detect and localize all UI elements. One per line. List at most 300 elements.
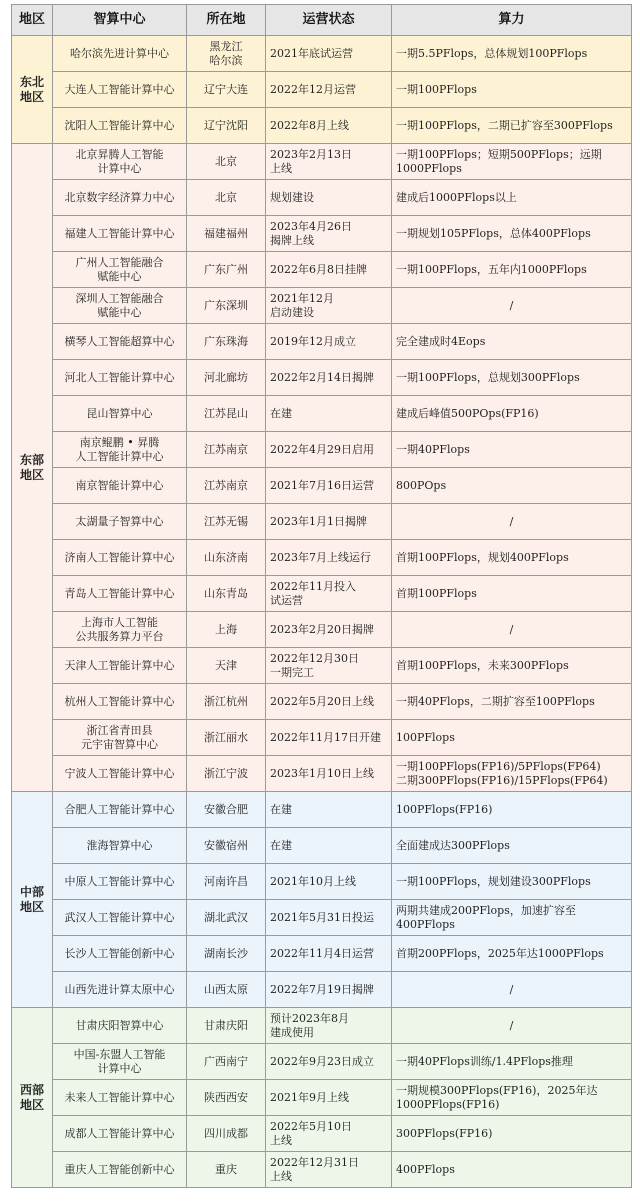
status-cell	[266, 108, 392, 144]
status-cell	[266, 648, 392, 684]
cell-line: 2022年5月20日上线	[270, 694, 374, 708]
cell-line: 一期100PFlops；短期500PFlops；远期	[396, 147, 602, 161]
cell-line: 太湖量子智算中心	[75, 514, 164, 528]
status-cell	[266, 180, 392, 216]
cell-line: 一期40PFlops	[396, 442, 470, 456]
capacity-cell	[392, 648, 632, 684]
location-cell	[187, 180, 266, 216]
cell-line: 2023年4月26日	[270, 219, 352, 233]
table-row	[12, 288, 632, 324]
capacity-cell	[392, 108, 632, 144]
cell-line: 上海市人工智能	[81, 615, 158, 629]
location-cell	[187, 72, 266, 108]
region-label: 东北	[19, 74, 44, 89]
status-cell	[266, 576, 392, 612]
cell-line: 计算中心	[97, 161, 142, 175]
capacity-cell	[392, 504, 632, 540]
cell-line: 北京数字经济算力中心	[64, 190, 175, 204]
cell-line: 成都人工智能计算中心	[64, 1126, 175, 1140]
cell-line: 一期40PFlops训练/1.4PFlops推理	[396, 1054, 573, 1068]
cell-line: 2023年1月10日上线	[270, 766, 374, 780]
status-cell	[266, 396, 392, 432]
cell-line: /	[509, 982, 514, 996]
location-cell	[187, 36, 266, 72]
status-cell	[266, 972, 392, 1008]
status-cell	[266, 216, 392, 252]
cell-line: 计算中心	[97, 1061, 142, 1075]
table-row	[12, 864, 632, 900]
location-cell	[187, 216, 266, 252]
cell-line: 河南许昌	[204, 874, 248, 888]
cell-line: 公共服务算力平台	[75, 629, 164, 643]
status-cell	[266, 1116, 392, 1152]
cell-line: 1000PFlops	[396, 161, 462, 175]
cell-line: 在建	[270, 802, 292, 816]
status-cell	[266, 468, 392, 504]
cell-line: 2021年7月16日运营	[270, 478, 374, 492]
table-header	[12, 5, 632, 36]
table-row	[12, 108, 632, 144]
location-cell	[187, 324, 266, 360]
center-name-cell	[53, 468, 187, 504]
cell-line: 首期100PFlops，规划400PFlops	[396, 550, 569, 564]
table-container	[11, 4, 631, 1188]
cell-line: 广东深圳	[204, 298, 248, 312]
cell-line: 2022年11月投入	[270, 579, 356, 593]
cell-line: 青岛人工智能计算中心	[64, 586, 175, 600]
location-cell	[187, 756, 266, 792]
center-name-cell	[53, 1080, 187, 1116]
cell-line: 广西南宁	[204, 1054, 248, 1068]
location-cell	[187, 1080, 266, 1116]
cell-line: 100PFlops(FP16)	[396, 802, 493, 816]
cell-line: 上线	[270, 1133, 292, 1147]
cell-line: 上线	[270, 161, 292, 175]
table-row	[12, 1080, 632, 1116]
status-cell	[266, 828, 392, 864]
status-cell	[266, 756, 392, 792]
status-cell	[266, 72, 392, 108]
location-cell	[187, 648, 266, 684]
cell-line: 上线	[270, 1169, 292, 1183]
capacity-cell	[392, 288, 632, 324]
cell-line: 大连人工智能计算中心	[64, 82, 175, 96]
header-row	[12, 5, 632, 36]
cell-line: 2022年9月23日成立	[270, 1054, 374, 1068]
location-cell	[187, 540, 266, 576]
region-label: 西部	[19, 1082, 44, 1097]
status-cell	[266, 612, 392, 648]
cell-line: 江苏南京	[204, 478, 248, 492]
location-cell	[187, 900, 266, 936]
cell-line: 福建福州	[204, 226, 248, 240]
table-row	[12, 36, 632, 72]
cell-line: /	[509, 1018, 514, 1032]
status-cell	[266, 432, 392, 468]
center-name-cell	[53, 828, 187, 864]
cell-line: 天津	[215, 658, 237, 672]
cell-line: 中国-东盟人工智能	[73, 1047, 166, 1061]
capacity-cell	[392, 828, 632, 864]
cell-line: 中原人工智能计算中心	[64, 874, 175, 888]
cell-line: 南京鲲鹏 • 昇腾	[79, 435, 160, 449]
cell-line: 一期5.5PFlops，总体规划100PFlops	[396, 46, 588, 60]
compute-center-table	[11, 4, 632, 1188]
location-cell	[187, 144, 266, 180]
cell-line: 一期100PFlops，五年内1000PFlops	[396, 262, 587, 276]
cell-line: 2022年12月运营	[270, 82, 356, 96]
location-cell	[187, 108, 266, 144]
region-cell-central	[12, 792, 53, 1008]
center-name-cell	[53, 648, 187, 684]
table-row	[12, 756, 632, 792]
location-cell	[187, 972, 266, 1008]
cell-line: /	[509, 622, 514, 636]
table-row	[12, 1152, 632, 1188]
cell-line: 赋能中心	[97, 269, 142, 283]
cell-line: 安徽合肥	[204, 802, 248, 816]
cell-line: 2022年11月17日开建	[270, 730, 381, 744]
cell-line: 武汉人工智能计算中心	[64, 910, 175, 924]
cell-line: 济南人工智能计算中心	[64, 550, 175, 564]
cell-line: 杭州人工智能计算中心	[64, 694, 175, 708]
status-cell	[266, 684, 392, 720]
cell-line: 一期100PFlops	[396, 82, 477, 96]
status-cell	[266, 36, 392, 72]
cell-line: 一期100PFlops(FP16)/5PFlops(FP64)	[396, 759, 601, 773]
region-cell-northeast	[12, 36, 53, 144]
location-cell	[187, 468, 266, 504]
status-cell	[266, 252, 392, 288]
cell-line: 2021年5月31日投运	[270, 910, 374, 924]
status-cell	[266, 936, 392, 972]
cell-line: 未来人工智能计算中心	[64, 1090, 175, 1104]
table-row	[12, 540, 632, 576]
cell-line: 建成使用	[270, 1025, 314, 1039]
cell-line: 浙江杭州	[204, 694, 248, 708]
region-cell-east	[12, 144, 53, 792]
cell-line: 横琴人工智能超算中心	[64, 334, 175, 348]
header-location: 所在地	[187, 5, 266, 36]
cell-line: 浙江丽水	[204, 730, 248, 744]
center-name-cell	[53, 324, 187, 360]
center-name-cell	[53, 144, 187, 180]
cell-line: 2019年12月成立	[270, 334, 356, 348]
cell-line: 浙江宁波	[204, 766, 248, 780]
table-row	[12, 612, 632, 648]
cell-line: 人工智能计算中心	[75, 449, 164, 463]
table-row	[12, 900, 632, 936]
center-name-cell	[53, 720, 187, 756]
center-name-cell	[53, 1044, 187, 1080]
cell-line: 淮海智算中心	[86, 838, 153, 852]
center-name-cell	[53, 900, 187, 936]
center-name-cell	[53, 360, 187, 396]
capacity-cell	[392, 72, 632, 108]
table-row	[12, 504, 632, 540]
region-cell-west	[12, 1008, 53, 1188]
header-capacity: 算力	[392, 5, 632, 36]
status-cell	[266, 360, 392, 396]
region-label: 东部	[19, 452, 44, 467]
cell-line: 辽宁大连	[204, 82, 248, 96]
capacity-cell	[392, 396, 632, 432]
cell-line: 北京昇腾人工智能	[75, 147, 164, 161]
table-row	[12, 828, 632, 864]
location-cell	[187, 396, 266, 432]
table-row	[12, 396, 632, 432]
cell-line: 2022年12月31日	[270, 1155, 359, 1169]
status-cell	[266, 1044, 392, 1080]
cell-line: 2021年底试运营	[270, 46, 353, 60]
cell-line: /	[509, 298, 514, 312]
region-label: 地区	[19, 89, 44, 104]
cell-line: 甘肃庆阳	[204, 1018, 248, 1032]
capacity-cell	[392, 900, 632, 936]
location-cell	[187, 936, 266, 972]
cell-line: 完全建成时4Eops	[396, 334, 486, 348]
cell-line: 一期规模300PFlops(FP16)，2025年达	[396, 1083, 598, 1097]
status-cell	[266, 324, 392, 360]
cell-line: 沈阳人工智能计算中心	[64, 118, 175, 132]
center-name-cell	[53, 576, 187, 612]
cell-line: 昆山智算中心	[86, 406, 153, 420]
status-cell	[266, 504, 392, 540]
region-label: 地区	[19, 467, 44, 482]
cell-line: 一期规划105PFlops，总体400PFlops	[396, 226, 591, 240]
cell-line: 启动建设	[270, 305, 314, 319]
center-name-cell	[53, 504, 187, 540]
header-region: 地区	[12, 5, 53, 36]
status-cell	[266, 1152, 392, 1188]
location-cell	[187, 720, 266, 756]
cell-line: 2022年8月上线	[270, 118, 349, 132]
cell-line: 2023年2月20日揭牌	[270, 622, 374, 636]
status-cell	[266, 792, 392, 828]
center-name-cell	[53, 936, 187, 972]
location-cell	[187, 684, 266, 720]
cell-line: 南京智能计算中心	[75, 478, 164, 492]
center-name-cell	[53, 432, 187, 468]
location-cell	[187, 504, 266, 540]
cell-line: 重庆人工智能创新中心	[64, 1162, 175, 1176]
cell-line: 一期100PFlops，规划建设300PFlops	[396, 874, 591, 888]
capacity-cell	[392, 1152, 632, 1188]
table-row	[12, 180, 632, 216]
center-name-cell	[53, 972, 187, 1008]
cell-line: 预计2023年8月	[270, 1011, 349, 1025]
capacity-cell	[392, 252, 632, 288]
cell-line: 上海	[215, 622, 237, 636]
cell-line: /	[509, 514, 514, 528]
cell-line: 合肥人工智能计算中心	[64, 802, 175, 816]
table-row	[12, 684, 632, 720]
cell-line: 100PFlops	[396, 730, 455, 744]
location-cell	[187, 288, 266, 324]
cell-line: 2022年2月14日揭牌	[270, 370, 374, 384]
location-cell	[187, 1008, 266, 1044]
capacity-cell	[392, 360, 632, 396]
cell-line: 宁波人工智能计算中心	[64, 766, 175, 780]
table-row	[12, 252, 632, 288]
capacity-cell	[392, 576, 632, 612]
cell-line: 1000PFlops(FP16)	[396, 1097, 500, 1111]
table-body	[12, 36, 632, 1188]
cell-line: 陕西西安	[204, 1090, 248, 1104]
location-cell	[187, 1116, 266, 1152]
cell-line: 首期200PFlops，2025年达1000PFlops	[396, 946, 604, 960]
center-name-cell	[53, 612, 187, 648]
cell-line: 试运营	[270, 593, 303, 607]
cell-line: 四川成都	[204, 1126, 248, 1140]
capacity-cell	[392, 972, 632, 1008]
cell-line: 江苏无锡	[204, 514, 248, 528]
capacity-cell	[392, 684, 632, 720]
cell-line: 2022年12月30日	[270, 651, 359, 665]
cell-line: 2023年2月13日	[270, 147, 352, 161]
cell-line: 一期100PFlops，总规划300PFlops	[396, 370, 580, 384]
capacity-cell	[392, 432, 632, 468]
center-name-cell	[53, 864, 187, 900]
table-row	[12, 648, 632, 684]
status-cell	[266, 540, 392, 576]
region-label: 中部	[19, 884, 44, 899]
capacity-cell	[392, 936, 632, 972]
capacity-cell	[392, 1008, 632, 1044]
capacity-cell	[392, 468, 632, 504]
cell-line: 300PFlops(FP16)	[396, 1126, 493, 1140]
location-cell	[187, 576, 266, 612]
cell-line: 2022年4月29日启用	[270, 442, 374, 456]
center-name-cell	[53, 1152, 187, 1188]
cell-line: 山西先进计算太原中心	[64, 982, 175, 996]
cell-line: 2022年5月10日	[270, 1119, 352, 1133]
center-name-cell	[53, 396, 187, 432]
status-cell	[266, 864, 392, 900]
capacity-cell	[392, 144, 632, 180]
cell-line: 福建人工智能计算中心	[64, 226, 175, 240]
location-cell	[187, 612, 266, 648]
cell-line: 天津人工智能计算中心	[64, 658, 175, 672]
cell-line: 深圳人工智能融合	[75, 291, 164, 305]
cell-line: 甘肃庆阳智算中心	[75, 1018, 164, 1032]
status-cell	[266, 144, 392, 180]
cell-line: 元宇宙智算中心	[81, 737, 158, 751]
cell-line: 首期100PFlops	[396, 586, 477, 600]
location-cell	[187, 1152, 266, 1188]
center-name-cell	[53, 792, 187, 828]
cell-line: 建成后峰值500POps(FP16)	[396, 406, 539, 420]
table-row	[12, 144, 632, 180]
cell-line: 一期完工	[270, 665, 314, 679]
cell-line: 2021年10月上线	[270, 874, 356, 888]
cell-line: 二期300PFlops(FP16)/15PFlops(FP64)	[396, 773, 608, 787]
capacity-cell	[392, 720, 632, 756]
cell-line: 2022年7月19日揭牌	[270, 982, 374, 996]
status-cell	[266, 900, 392, 936]
table-row	[12, 1116, 632, 1152]
status-cell	[266, 1008, 392, 1044]
cell-line: 河北人工智能计算中心	[64, 370, 175, 384]
cell-line: 广州人工智能融合	[75, 255, 164, 269]
cell-line: 北京	[215, 154, 237, 168]
capacity-cell	[392, 756, 632, 792]
table-row	[12, 792, 632, 828]
location-cell	[187, 1044, 266, 1080]
capacity-cell	[392, 864, 632, 900]
cell-line: 山东济南	[204, 550, 248, 564]
cell-line: 800POps	[396, 478, 447, 492]
status-cell	[266, 288, 392, 324]
cell-line: 全面建成达300PFlops	[396, 838, 510, 852]
cell-line: 2023年1月1日揭牌	[270, 514, 367, 528]
table-row	[12, 432, 632, 468]
table-row	[12, 936, 632, 972]
cell-line: 广东珠海	[204, 334, 248, 348]
cell-line: 在建	[270, 406, 292, 420]
capacity-cell	[392, 216, 632, 252]
center-name-cell	[53, 72, 187, 108]
region-label: 地区	[19, 1097, 44, 1112]
capacity-cell	[392, 612, 632, 648]
cell-line: 400PFlops	[396, 917, 455, 931]
table-row	[12, 72, 632, 108]
region-label: 地区	[19, 899, 44, 914]
center-name-cell	[53, 216, 187, 252]
table-row	[12, 972, 632, 1008]
capacity-cell	[392, 540, 632, 576]
center-name-cell	[53, 1116, 187, 1152]
center-name-cell	[53, 180, 187, 216]
table-row	[12, 720, 632, 756]
cell-line: 黑龙江	[209, 39, 243, 53]
capacity-cell	[392, 180, 632, 216]
cell-line: 湖南长沙	[204, 946, 248, 960]
location-cell	[187, 792, 266, 828]
cell-line: 河北廊坊	[204, 370, 248, 384]
cell-line: 2023年7月上线运行	[270, 550, 371, 564]
center-name-cell	[53, 288, 187, 324]
capacity-cell	[392, 1080, 632, 1116]
center-name-cell	[53, 1008, 187, 1044]
cell-line: 江苏南京	[204, 442, 248, 456]
table-row	[12, 576, 632, 612]
cell-line: 建成后1000PFlops以上	[396, 190, 517, 204]
cell-line: 浙江省青田县	[86, 723, 153, 737]
table-row	[12, 1044, 632, 1080]
location-cell	[187, 432, 266, 468]
cell-line: 400PFlops	[396, 1162, 455, 1176]
center-name-cell	[53, 108, 187, 144]
table-row	[12, 468, 632, 504]
cell-line: 山西太原	[204, 982, 248, 996]
capacity-cell	[392, 1116, 632, 1152]
center-name-cell	[53, 252, 187, 288]
cell-line: 2021年9月上线	[270, 1090, 349, 1104]
capacity-cell	[392, 1044, 632, 1080]
cell-line: 2021年12月	[270, 291, 334, 305]
cell-line: 辽宁沈阳	[204, 118, 248, 132]
cell-line: 长沙人工智能创新中心	[64, 946, 175, 960]
cell-line: 安徽宿州	[204, 838, 248, 852]
table-row	[12, 360, 632, 396]
cell-line: 揭牌上线	[270, 233, 314, 247]
cell-line: 两期共建成200PFlops，加速扩容至	[396, 903, 576, 917]
capacity-cell	[392, 324, 632, 360]
capacity-cell	[392, 792, 632, 828]
cell-line: 一期40PFlops，二期扩容至100PFlops	[396, 694, 595, 708]
cell-line: 规划建设	[270, 190, 314, 204]
